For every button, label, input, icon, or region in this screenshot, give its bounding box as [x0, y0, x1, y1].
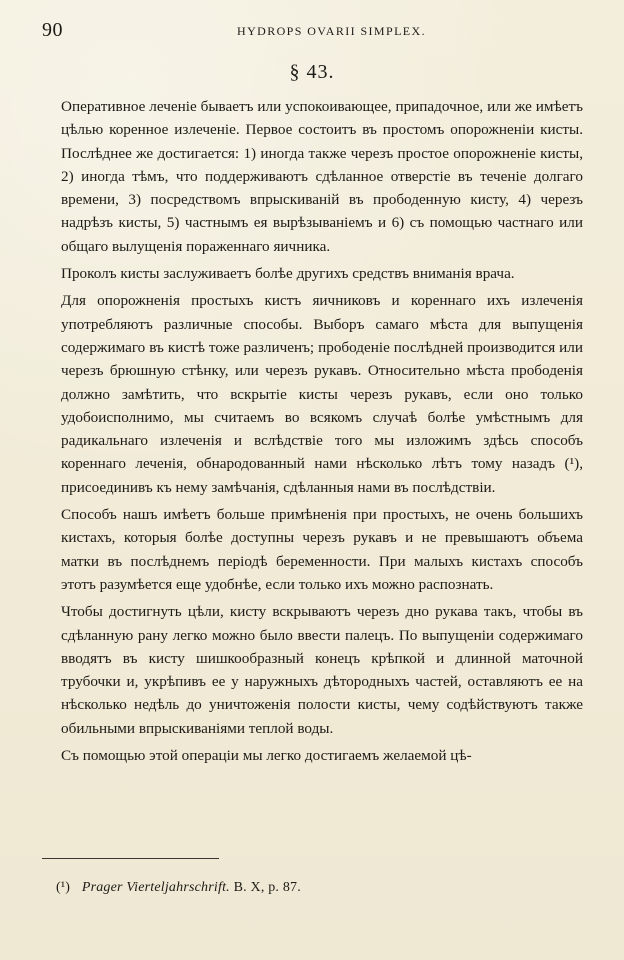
footnote-divider [42, 858, 219, 859]
paragraph-1: Оперативное леченіе бываетъ или успокоивающее, припадочное, или же имѣетъ цѣлью коренное излеченіе. Первое состоитъ въ простомъ опорожненіи кисты. Послѣднее же достигается: 1) иногда также черезъ простое опорожненіе кисты, 2) иногда тѣмъ, что поддерживаютъ сдѣланное отверстіе въ теченіе долгаго времени, 3) посредствомъ впрыскиваній въ прободенную кисту, 4) черезъ надрѣзъ кисты, 5) частнымъ ея вырѣзываніемъ и 6) съ помощью частнаго или общаго вылущенія пораженнаго яичника. [61, 98, 583, 255]
section-number: § 43. [289, 61, 335, 83]
footnote-journal: Prager Vierteljahrschrift. [81, 880, 230, 895]
footnote-reference: B. X, p. 87. [233, 880, 301, 895]
running-title: HYDROPS OVARII SIMPLEX. [237, 24, 427, 38]
footnote [56, 880, 301, 896]
main-text [61, 95, 583, 771]
paragraph-3: Для опорожненія простыхъ кистъ яичниковъ и кореннаго ихъ излеченія употребляютъ различные способы. Выборъ самаго мѣста для выпущенія содержимаго въ кистѣ тоже различенъ; прободеніе послѣдней производится или черезъ брюшную стѣнку, или черезъ рукавъ. Относительно мѣста прободенія должно замѣтить, что вскрытіе кисты черезъ рукавъ, если оно только удобоисполнимо, мы считаемъ во всякомъ случаѣ болѣе умѣстнымъ для радикальнаго излеченія и вслѣдствіе того мы изложимъ здѣсь способъ кореннаго леченія, обнародованный нами нѣсколько лѣтъ тому назадъ (¹), присоединивъ къ нему замѣчанія, сдѣланныя нами въ послѣдствіи. [61, 292, 583, 496]
paragraph-5: Чтобы достигнуть цѣли, кисту вскрываютъ черезъ дно рукава такъ, чтобы въ сдѣланную рану легко можно было ввести палецъ. По выпущеніи содержимаго вводятъ въ кисту шишкообразный конецъ крѣпкой и длинной маточной трубочки и, укрѣпивъ ее у наружныхъ дѣтородныхъ частей, оставляютъ ее на нѣсколько недѣль до уничтоженія полости кисты, чему содѣйствуютъ также обильными впрыскиваніями теплой воды. [61, 603, 583, 737]
footnote-mark: (¹) [56, 880, 71, 895]
running-head [42, 20, 568, 40]
paragraph-2: Проколъ кисты заслуживаетъ болѣе другихъ средствъ вниманія врача. [61, 265, 515, 283]
paragraph-6: Съ помощью этой операціи мы легко достигаемъ желаемой цѣ- [61, 747, 472, 765]
paragraph-4: Способъ нашъ имѣетъ больше примѣненія при простыхъ, не очень большихъ кистахъ, которыя болѣе доступны черезъ рукавъ и не превышаютъ объема матки въ послѣднемъ періодѣ беременности. При малыхъ кистахъ способъ этотъ разумѣется еще удобнѣе, если только ихъ можно распознать. [61, 506, 583, 593]
page-number: 90 [42, 19, 63, 41]
